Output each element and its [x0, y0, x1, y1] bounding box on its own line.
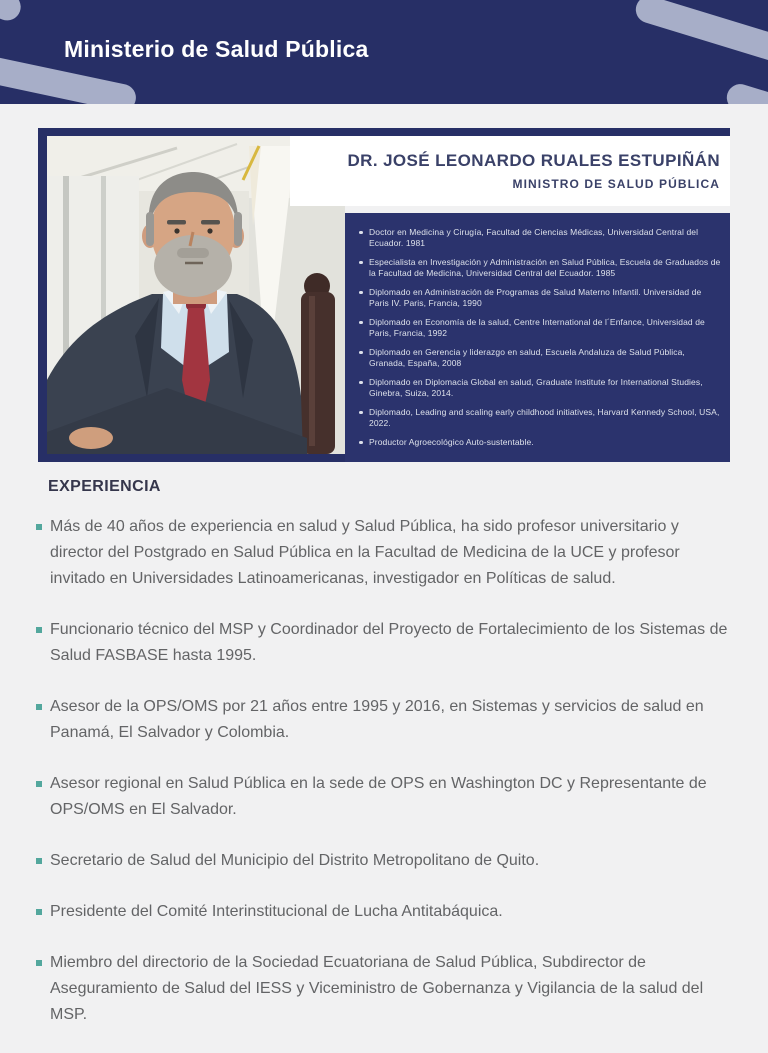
experience-item: Funcionario técnico del MSP y Coordinador del Proyecto de Fortalecimiento de los Sistemas de Salud FASBASE hasta 1995.: [36, 617, 730, 669]
credential-item: Diplomado en Administración de Programas de Salud Materno Infantil. Universidad de Paris IV. Paris, Francia, 1990: [358, 287, 722, 308]
experience-item: Más de 40 años de experiencia en salud y Salud Pública, ha sido profesor universitario y director del Postgrado en Salud Pública en la Facultad de Medicina de la UCE y profesor invitado en Universidades Latinoamericanas, investigador en Políticas de salud.: [36, 514, 730, 592]
experience-heading: EXPERIENCIA: [48, 478, 161, 495]
card-top-strip: [345, 128, 730, 136]
experience-item: Asesor regional en Salud Pública en la sede de OPS en Washington DC y Representante de OPS/OMS en El Salvador.: [36, 771, 730, 823]
photo-chair: [301, 273, 335, 454]
credentials-list: [358, 227, 722, 448]
ribbon-decoration-top-left: [0, 0, 25, 24]
minister-role: MINISTRO DE SALUD PÚBLICA: [512, 177, 720, 191]
ribbon-decoration-top-right: [632, 0, 768, 86]
credential-item: Doctor en Medicina y Cirugía, Facultad de Ciencias Médicas, Universidad Central del Ecuador. 1981: [358, 227, 722, 248]
ribbon-decoration-corner: [723, 81, 768, 104]
credential-item: Diplomado en Diplomacia Global en salud, Graduate Institute for International Studies, Ginebra, Suiza, 2014.: [358, 377, 722, 398]
experience-item: Secretario de Salud del Municipio del Distrito Metropolitano de Quito.: [36, 848, 730, 874]
credential-item: Especialista en Investigación y Administración en Salud Pública, Escuela de Graduados de la Facultad de Medicina, Universidad Central del Ecuador. 1985: [358, 257, 722, 278]
experience-section: [36, 478, 736, 1053]
header-bar: [0, 0, 768, 104]
experience-item: Presidente del Comité Interinstitucional de Lucha Antitabáquica.: [36, 899, 730, 925]
name-plate: [290, 136, 730, 206]
credential-item: Diplomado en Gerencia y liderazgo en salud, Escuela Andaluza de Salud Pública, Granada, España, 2008: [358, 347, 722, 368]
credential-item: Diplomado, Leading and scaling early childhood initiatives, Harvard Kennedy School, USA, 2022.: [358, 407, 722, 428]
minister-profile-card: [38, 128, 730, 462]
experience-item: Miembro del directorio de la Sociedad Ecuatoriana de Salud Pública, Subdirector de Aseguramiento de Salud del IESS y Viceministro de Gobernanza y Vigilancia de la salud del MSP.: [36, 950, 730, 1028]
credential-item: Diplomado en Economía de la salud, Centre International de l´Enfance, Universidad de Paris, Francia, 1992: [358, 317, 722, 338]
credential-item: Productor Agroecológico Auto-sustentable.: [358, 437, 722, 448]
credentials-panel: [345, 213, 730, 462]
experience-item: Asesor de la OPS/OMS por 21 años entre 1995 y 2016, en Sistemas y servicios de salud en Panamá, El Salvador y Colombia.: [36, 694, 730, 746]
experience-list: [36, 514, 736, 1028]
minister-name: DR. JOSÉ LEONARDO RUALES ESTUPIÑÁN: [347, 151, 720, 170]
page-title: Ministerio de Salud Pública: [64, 36, 369, 62]
